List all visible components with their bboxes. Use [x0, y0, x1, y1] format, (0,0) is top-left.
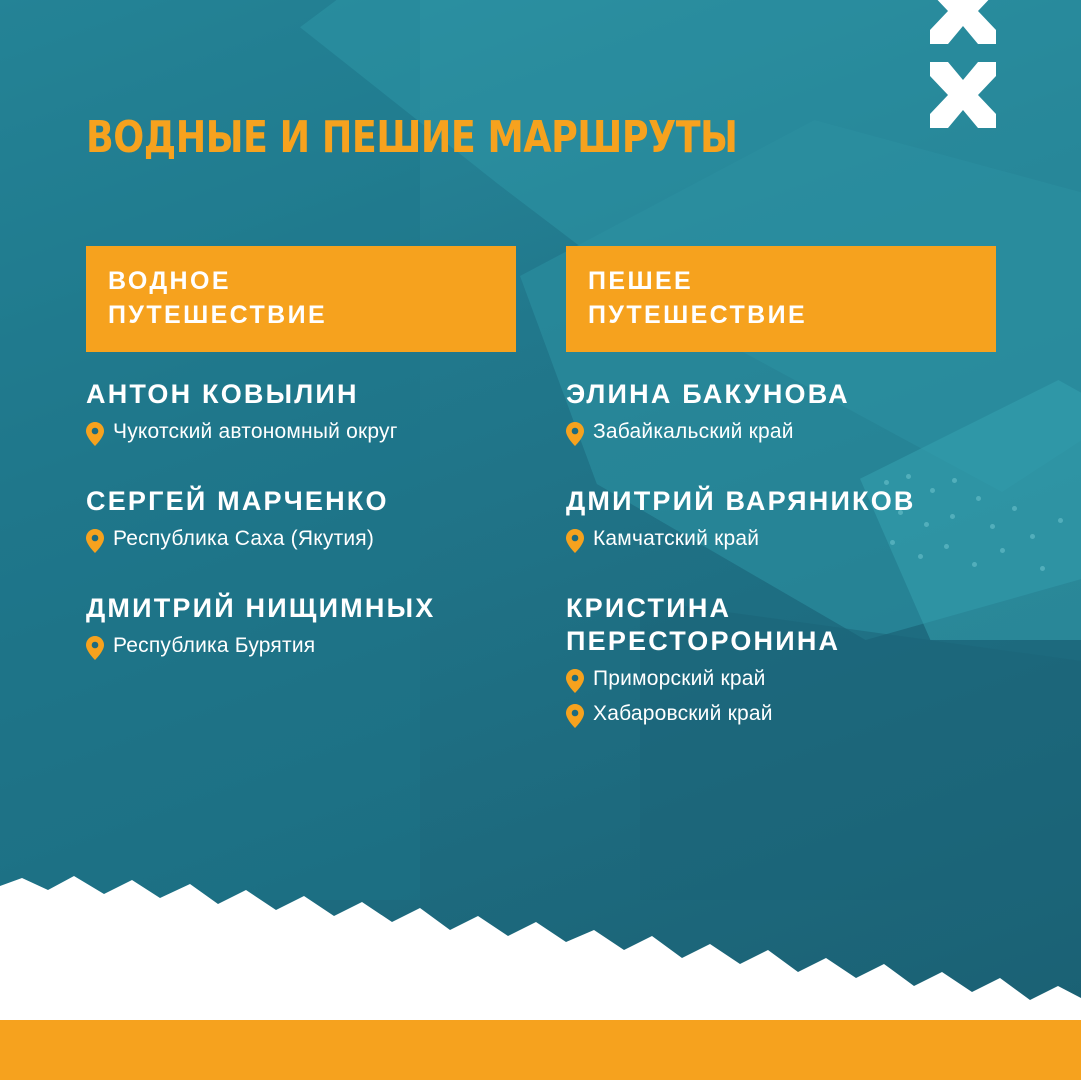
page-title: ВОДНЫЕ И ПЕШИЕ МАРШРУТЫ [86, 112, 738, 163]
location-name: Камчатский край [593, 526, 760, 550]
column-header-water [86, 246, 516, 352]
map-pin-icon [566, 529, 584, 558]
column-header-line-2: ПУТЕШЕСТВИЕ [108, 301, 328, 329]
location-row [86, 633, 516, 665]
routes-columns [86, 246, 1006, 733]
entry-list-water [86, 378, 516, 665]
location-name: Забайкальский край [593, 419, 794, 443]
location-row [86, 419, 516, 451]
location-name: Приморский край [593, 666, 766, 690]
column-hiking-travel [566, 246, 996, 733]
participant-name: КРИСТИНА ПЕРЕСТОРОНИНА [566, 592, 841, 656]
location-row [566, 526, 996, 558]
x-icon [930, 62, 996, 128]
participant-name: ЭЛИНА БАКУНОВА [566, 379, 850, 409]
list-item [86, 485, 516, 558]
map-pin-icon [566, 704, 584, 733]
column-water-travel [86, 246, 516, 733]
location-name: Республика Бурятия [113, 633, 316, 657]
map-pin-icon [86, 529, 104, 558]
column-header-line-1: ПЕШЕЕ [588, 267, 694, 295]
map-pin-icon [86, 636, 104, 665]
x-icon [930, 0, 996, 44]
column-header-hiking [566, 246, 996, 352]
map-pin-icon [86, 422, 104, 451]
participant-name: СЕРГЕЙ МАРЧЕНКО [86, 485, 389, 516]
list-item [566, 485, 996, 558]
participant-name: ДМИТРИЙ НИЩИМНЫХ [86, 592, 436, 623]
location-row [566, 419, 996, 451]
bottom-accent-strip [0, 1020, 1081, 1080]
participant-name: АНТОН КОВЫЛИН [86, 379, 359, 409]
location-row [566, 701, 996, 733]
list-item [86, 378, 516, 451]
list-item [566, 592, 996, 733]
list-item [566, 378, 996, 451]
location-row [566, 666, 996, 698]
list-item [86, 592, 516, 665]
map-pin-icon [566, 422, 584, 451]
location-name: Чукотский автономный округ [113, 419, 398, 443]
participant-name: ДМИТРИЙ ВАРЯНИКОВ [566, 485, 916, 516]
column-header-line-1: ВОДНОЕ [108, 267, 231, 295]
map-pin-icon [566, 669, 584, 698]
column-header-line-2: ПУТЕШЕСТВИЕ [588, 301, 808, 329]
entry-list-hiking [566, 378, 996, 733]
location-name: Хабаровский край [593, 701, 773, 725]
location-name: Республика Саха (Якутия) [113, 526, 375, 550]
location-row [86, 526, 516, 558]
torn-paper-bottom [0, 850, 1081, 1080]
